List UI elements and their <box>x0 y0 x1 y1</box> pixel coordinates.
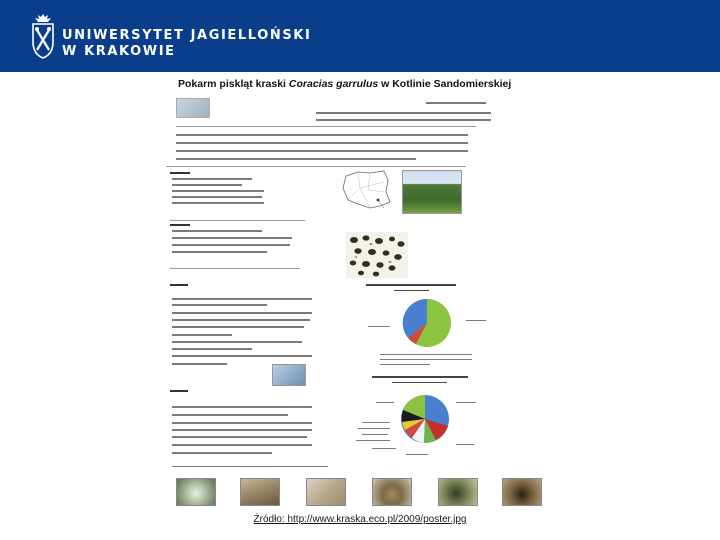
section-text-line <box>172 436 307 438</box>
thumbnail-photo <box>372 478 412 506</box>
author-line <box>426 102 486 104</box>
section-text-line <box>172 355 312 357</box>
section-text-line <box>172 190 264 192</box>
divider <box>176 126 476 127</box>
section-text-line <box>172 363 227 365</box>
pie-chart-prey-share <box>402 298 452 348</box>
section-text-line <box>172 326 304 328</box>
pie2-title-bar <box>392 382 447 383</box>
pie1-label-line <box>368 326 390 327</box>
section-text-line <box>172 334 232 336</box>
intro-text-line <box>176 158 416 160</box>
pie2-label-line <box>356 440 390 441</box>
section-text-line <box>172 237 292 239</box>
poster-title: Pokarm piskląt kraski Coracias garrulus w Kotlinie Sandomierskiej <box>178 78 512 90</box>
intro-text-line <box>176 142 468 144</box>
poland-map <box>340 168 392 210</box>
pie-chart-species-share <box>400 394 450 444</box>
pie2-label-line <box>362 422 390 423</box>
divider <box>170 220 305 221</box>
thumbnail-photo <box>438 478 478 506</box>
pie2-label-line <box>376 402 394 403</box>
section-text-line <box>172 406 312 408</box>
wordmark-line1: UNIWERSYTET JAGIELLOŃSKI <box>62 28 312 43</box>
section-text-line <box>172 304 267 306</box>
section-text-line <box>172 452 272 454</box>
section-text-line <box>172 312 312 314</box>
pie1-title-bar <box>366 284 456 286</box>
pie2-title-bar <box>372 376 468 378</box>
section-heading-bar <box>170 284 188 286</box>
section-text-line <box>172 341 302 343</box>
section-heading-bar <box>170 172 190 174</box>
source-caption <box>0 514 720 525</box>
section-heading-bar <box>170 390 188 392</box>
source-link[interactable]: Źródło: http://www.kraska.eco.pl/2009/poster.jpg <box>253 514 467 525</box>
poster-image <box>166 72 556 472</box>
intro-text-line <box>176 134 468 136</box>
divider <box>170 268 300 269</box>
pie2-label-line <box>372 448 396 449</box>
university-wordmark <box>62 28 311 60</box>
thumbnail-photo <box>306 478 346 506</box>
section-text-line <box>172 348 252 350</box>
pie1-label-line <box>466 320 486 321</box>
pie2-label-line <box>358 428 390 429</box>
thumbnail-photo <box>240 478 280 506</box>
section-text-line <box>172 444 312 446</box>
section-text-line <box>172 230 262 232</box>
pie1-legend-line <box>380 364 430 365</box>
section-text-line <box>172 422 312 424</box>
section-text-line <box>172 196 262 198</box>
intro-text-line <box>176 150 468 152</box>
pie1-title-bar <box>394 290 429 291</box>
section-text-line <box>172 429 312 431</box>
section-text-line <box>172 251 267 253</box>
section-text-line <box>172 319 310 321</box>
section-text-line <box>172 184 242 186</box>
pie2-label-line <box>456 402 476 403</box>
habitat-photo <box>402 170 462 214</box>
roller-bird-small-photo <box>272 364 306 386</box>
section-text-line <box>172 244 290 246</box>
wordmark-line2: W KRAKOWIE <box>62 44 176 59</box>
thumbnail-photo <box>176 478 216 506</box>
roller-bird-photo <box>176 98 210 118</box>
section-heading-bar <box>170 224 190 226</box>
pie1-legend-line <box>380 354 472 355</box>
affiliation-line <box>316 119 491 121</box>
thumbnail-strip <box>176 478 542 508</box>
university-crest-icon <box>30 12 56 60</box>
header-band <box>0 0 720 72</box>
footer-line <box>172 466 328 467</box>
section-text-line <box>172 414 288 416</box>
pie2-label-line <box>456 444 474 445</box>
divider <box>166 166 466 167</box>
pie2-label-line <box>406 454 428 455</box>
pie1-legend-line <box>380 359 472 360</box>
section-text-line <box>172 202 264 204</box>
affiliation-line <box>316 112 491 114</box>
thumbnail-photo <box>502 478 542 506</box>
section-text-line <box>172 298 312 300</box>
beetle-remains-photo <box>346 232 408 278</box>
section-text-line <box>172 178 252 180</box>
pie2-label-line <box>362 434 388 435</box>
